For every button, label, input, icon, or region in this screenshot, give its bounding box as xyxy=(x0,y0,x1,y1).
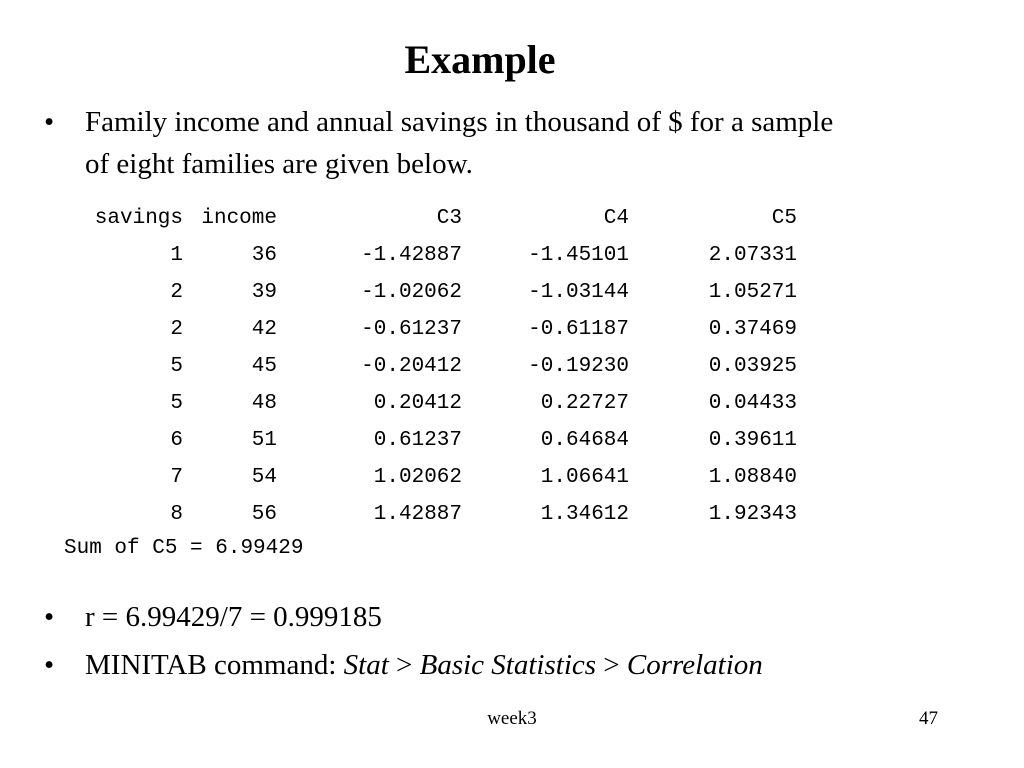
cell-c5: 0.37469 xyxy=(708,318,797,341)
cell-c5: 0.03925 xyxy=(708,355,797,378)
menu-correlation: Correlation xyxy=(626,649,763,681)
cell-savings: 2 xyxy=(170,318,183,341)
cell-savings: 2 xyxy=(170,281,183,304)
cell-income: 54 xyxy=(251,466,277,489)
cell-c3: 0.20412 xyxy=(373,392,462,415)
table-row xyxy=(72,385,797,422)
cell-income: 39 xyxy=(251,281,277,304)
cell-c3: -1.02062 xyxy=(361,281,462,304)
menu-basic-statistics: Basic Statistics xyxy=(419,649,597,681)
table-row xyxy=(72,422,797,459)
bullet-dot: • xyxy=(44,649,55,681)
cell-income: 45 xyxy=(251,355,277,378)
cell-savings: 5 xyxy=(170,355,183,378)
cell-c4: -0.19230 xyxy=(528,355,629,378)
cell-c4: 0.64684 xyxy=(540,429,629,452)
cell-c3: 1.42887 xyxy=(373,503,462,526)
cell-savings: 8 xyxy=(170,503,183,526)
table-row xyxy=(72,311,797,348)
header-c4: C4 xyxy=(603,207,629,230)
menu-stat: Stat xyxy=(343,649,389,681)
cell-income: 48 xyxy=(251,392,277,415)
menu-separator: > xyxy=(388,649,420,681)
bullet-dot: • xyxy=(44,601,55,633)
cell-savings: 6 xyxy=(170,429,183,452)
cell-c3: 0.61237 xyxy=(373,429,462,452)
cell-c3: -0.20412 xyxy=(361,355,462,378)
slide-title: Example xyxy=(404,37,556,82)
sum-of-c5 xyxy=(64,537,303,560)
cell-c4: 1.34612 xyxy=(540,503,629,526)
intro-text-line2: of eight families are given below. xyxy=(85,148,473,180)
cell-c5: 1.92343 xyxy=(708,503,797,526)
cell-income: 51 xyxy=(251,429,277,452)
cell-savings: 1 xyxy=(170,244,183,267)
minitab-command xyxy=(85,644,763,686)
sum-value: 6.99429 xyxy=(215,537,304,560)
header-savings: savings xyxy=(94,207,183,230)
cell-c4: -1.03144 xyxy=(528,281,629,304)
cell-income: 36 xyxy=(251,244,277,267)
header-c3: C3 xyxy=(436,207,462,230)
header-income: income xyxy=(201,207,277,230)
data-table xyxy=(72,200,797,533)
cell-savings: 5 xyxy=(170,392,183,415)
page-number: 47 xyxy=(919,708,938,729)
cell-c3: -1.42887 xyxy=(361,244,462,267)
menu-separator: > xyxy=(596,649,627,681)
cell-c4: 0.22727 xyxy=(540,392,629,415)
cell-c3: -0.61237 xyxy=(361,318,462,341)
cell-c4: -0.61187 xyxy=(528,318,629,341)
cell-c5: 1.08840 xyxy=(708,466,797,489)
intro-text-line1: Family income and annual savings in thousand of $ for a sample xyxy=(85,106,834,138)
table-header-row xyxy=(72,200,797,237)
footer-week: week3 xyxy=(487,708,537,729)
header-c5: C5 xyxy=(771,207,797,230)
cell-c5: 0.04433 xyxy=(708,392,797,415)
cell-c5: 0.39611 xyxy=(708,429,797,452)
bullet-dot: • xyxy=(44,106,55,138)
cell-c4: -1.45101 xyxy=(528,244,629,267)
table-row xyxy=(72,496,797,533)
cell-income: 42 xyxy=(251,318,277,341)
sum-label: Sum of C5 = xyxy=(64,537,216,560)
table-row xyxy=(72,237,797,274)
table-row xyxy=(72,459,797,496)
cell-c5: 2.07331 xyxy=(708,244,797,267)
minitab-prefix: MINITAB command: xyxy=(85,649,344,681)
table-row xyxy=(72,274,797,311)
cell-c4: 1.06641 xyxy=(540,466,629,489)
correlation-formula: r = 6.99429/7 = 0.999185 xyxy=(85,601,382,633)
cell-c3: 1.02062 xyxy=(373,466,462,489)
cell-income: 56 xyxy=(251,503,277,526)
cell-savings: 7 xyxy=(170,466,183,489)
cell-c5: 1.05271 xyxy=(708,281,797,304)
table-row xyxy=(72,348,797,385)
